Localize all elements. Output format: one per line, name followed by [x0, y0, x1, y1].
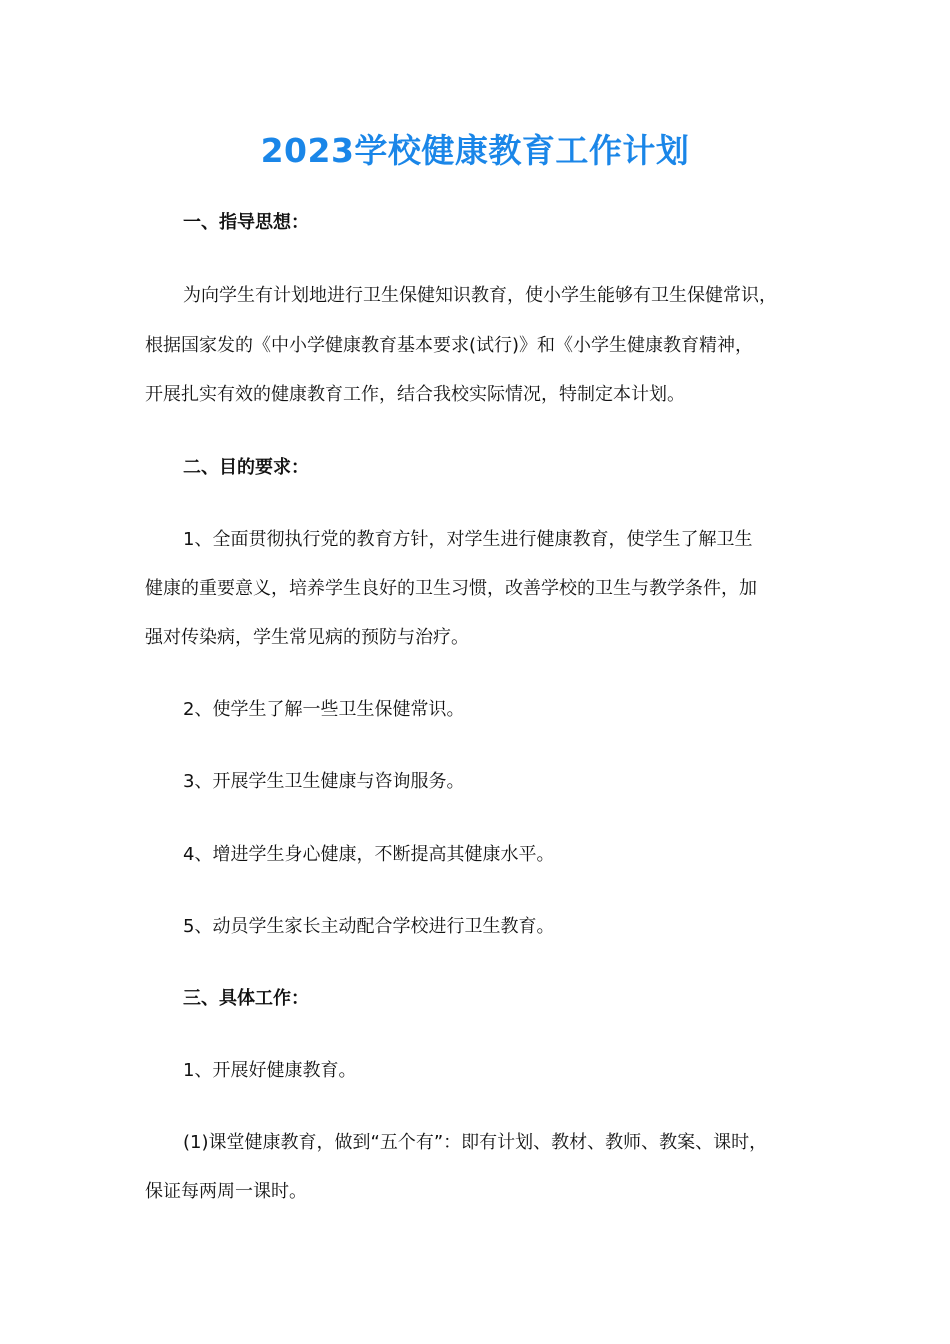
list-item-line: 强对传染病，学生常见病的预防与治疗。 — [145, 627, 469, 648]
list-item-line: 健康的重要意义，培养学生良好的卫生习惯，改善学校的卫生与教学条件，加 — [145, 578, 757, 599]
paragraph-line: 开展扎实有效的健康教育工作，结合我校实际情况，特制定本计划。 — [145, 384, 685, 405]
section-heading-specific-work: 三、具体工作： — [183, 988, 309, 1009]
list-item: 3、开展学生卫生健康与咨询服务。 — [183, 771, 465, 792]
list-item-line: 1、全面贯彻执行党的教育方针，对学生进行健康教育，使学生了解卫生 — [183, 529, 753, 550]
document-title: 2023学校健康教育工作计划 — [260, 131, 690, 170]
list-item: 2、使学生了解一些卫生保健常识。 — [183, 699, 465, 720]
sub-item-line: (1)课堂健康教育，做到“五个有”：即有计划、教材、教师、教案、课时， — [183, 1132, 768, 1153]
paragraph-line: 根据国家发的《中小学健康教育基本要求(试行)》和《小学生健康教育精神， — [145, 335, 754, 356]
section-heading-objectives: 二、目的要求： — [183, 457, 309, 478]
sub-item-line: 保证每两周一课时。 — [145, 1181, 307, 1202]
paragraph-line: 为向学生有计划地进行卫生保健知识教育，使小学生能够有卫生保健常识， — [183, 285, 777, 306]
list-item: 1、开展好健康教育。 — [183, 1060, 357, 1081]
list-item: 4、增进学生身心健康，不断提高其健康水平。 — [183, 844, 555, 865]
section-heading-guiding-thought: 一、指导思想： — [183, 212, 309, 233]
list-item: 5、动员学生家长主动配合学校进行卫生教育。 — [183, 916, 555, 937]
